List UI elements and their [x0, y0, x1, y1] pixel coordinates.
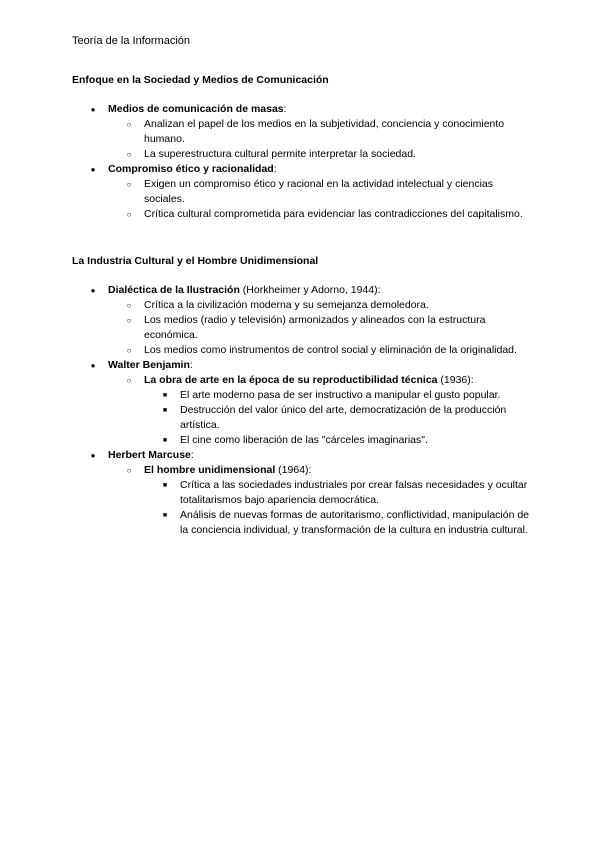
list-item	[72, 388, 532, 403]
list-item	[72, 117, 532, 147]
item-subheading: El hombre unidimensional	[144, 464, 276, 476]
list-item	[72, 403, 532, 433]
item-text: La superestructura cultural permite interpretar la sociedad.	[144, 148, 416, 160]
bullet-square-icon: ■	[162, 437, 168, 444]
bullet-disc-icon: ●	[90, 361, 96, 370]
list-item	[72, 298, 532, 313]
list-item	[72, 283, 532, 298]
list-item	[72, 448, 532, 463]
list-item	[72, 207, 532, 222]
bullet-circle-icon: ○	[126, 210, 132, 219]
item-heading: Dialéctica de la Ilustración	[108, 284, 240, 296]
document-page	[72, 34, 532, 538]
item-heading: Walter Benjamin	[108, 359, 190, 371]
item-text: Análisis de nuevas formas de autoritarismo, conflictividad, manipulación de la conciencia individual, y transformación de la cultura en industria cultural.	[180, 509, 530, 536]
list-item	[72, 147, 532, 162]
item-suffix: (1936):	[437, 374, 474, 386]
bullet-disc-icon: ●	[90, 451, 96, 460]
item-suffix: :	[273, 163, 277, 175]
item-text: Exigen un compromiso ético y racional en la actividad intelectual y ciencias sociales.	[144, 178, 494, 205]
bullet-circle-icon: ○	[126, 180, 132, 189]
item-text: Los medios como instrumentos de control social y eliminación de la originalidad.	[144, 344, 517, 356]
list-item	[72, 433, 532, 448]
item-text: Analizan el papel de los medios en la subjetividad, conciencia y conocimiento humano.	[144, 118, 505, 145]
list-item	[72, 508, 532, 538]
section-list-sociedad	[72, 102, 532, 222]
item-suffix: :	[189, 359, 193, 371]
bullet-square-icon: ■	[162, 482, 168, 489]
item-text: El cine como liberación de las "cárceles imaginarias".	[180, 434, 428, 446]
list-item	[72, 343, 532, 358]
list-item	[72, 313, 532, 343]
section-title-industria: La Industria Cultural y el Hombre Unidimensional	[72, 255, 319, 267]
item-heading: Compromiso ético y racionalidad	[108, 163, 274, 175]
item-text: Crítica cultural comprometida para evidenciar las contradicciones del capitalismo.	[144, 208, 523, 220]
bullet-circle-icon: ○	[126, 150, 132, 159]
list-item	[72, 463, 532, 478]
list-item	[72, 373, 532, 388]
section-spacer	[72, 222, 532, 254]
bullet-disc-icon: ●	[90, 286, 96, 295]
section-title-sociedad: Enfoque en la Sociedad y Medios de Comunicación	[72, 74, 329, 86]
list-item	[72, 102, 532, 117]
item-text: Los medios (radio y televisión) armonizados y alineados con la estructura económica.	[144, 314, 486, 341]
bullet-disc-icon: ●	[90, 105, 96, 114]
item-text: El arte moderno pasa de ser instructivo a manipular el gusto popular.	[180, 389, 501, 401]
item-suffix: :	[190, 449, 194, 461]
list-item	[72, 177, 532, 207]
bullet-square-icon: ■	[162, 407, 168, 414]
bullet-circle-icon: ○	[126, 346, 132, 355]
bullet-disc-icon: ●	[90, 165, 96, 174]
document-header-title: Teoría de la Información	[72, 35, 191, 47]
bullet-circle-icon: ○	[126, 466, 132, 475]
item-suffix: :	[283, 103, 287, 115]
item-heading: Herbert Marcuse	[108, 449, 191, 461]
section-list-industria	[72, 283, 532, 538]
list-item	[72, 478, 532, 508]
list-item	[72, 162, 532, 177]
item-text: Crítica a las sociedades industriales por crear falsas necesidades y ocultar totalitarismos bajo apariencia democrática.	[180, 479, 528, 506]
bullet-circle-icon: ○	[126, 120, 132, 129]
bullet-square-icon: ■	[162, 512, 168, 519]
list-item	[72, 358, 532, 373]
item-text: Crítica a la civilización moderna y su semejanza demoledora.	[144, 299, 429, 311]
bullet-circle-icon: ○	[126, 316, 132, 325]
bullet-circle-icon: ○	[126, 376, 132, 385]
item-text: Destrucción del valor único del arte, democratización de la producción artística.	[180, 404, 507, 431]
item-suffix: (Horkheimer y Adorno, 1944):	[239, 284, 381, 296]
bullet-square-icon: ■	[162, 392, 168, 399]
item-suffix: (1964):	[275, 464, 312, 476]
item-heading: Medios de comunicación de masas	[108, 103, 284, 115]
bullet-circle-icon: ○	[126, 301, 132, 310]
item-subheading: La obra de arte en la época de su reproductibilidad técnica	[144, 374, 438, 386]
